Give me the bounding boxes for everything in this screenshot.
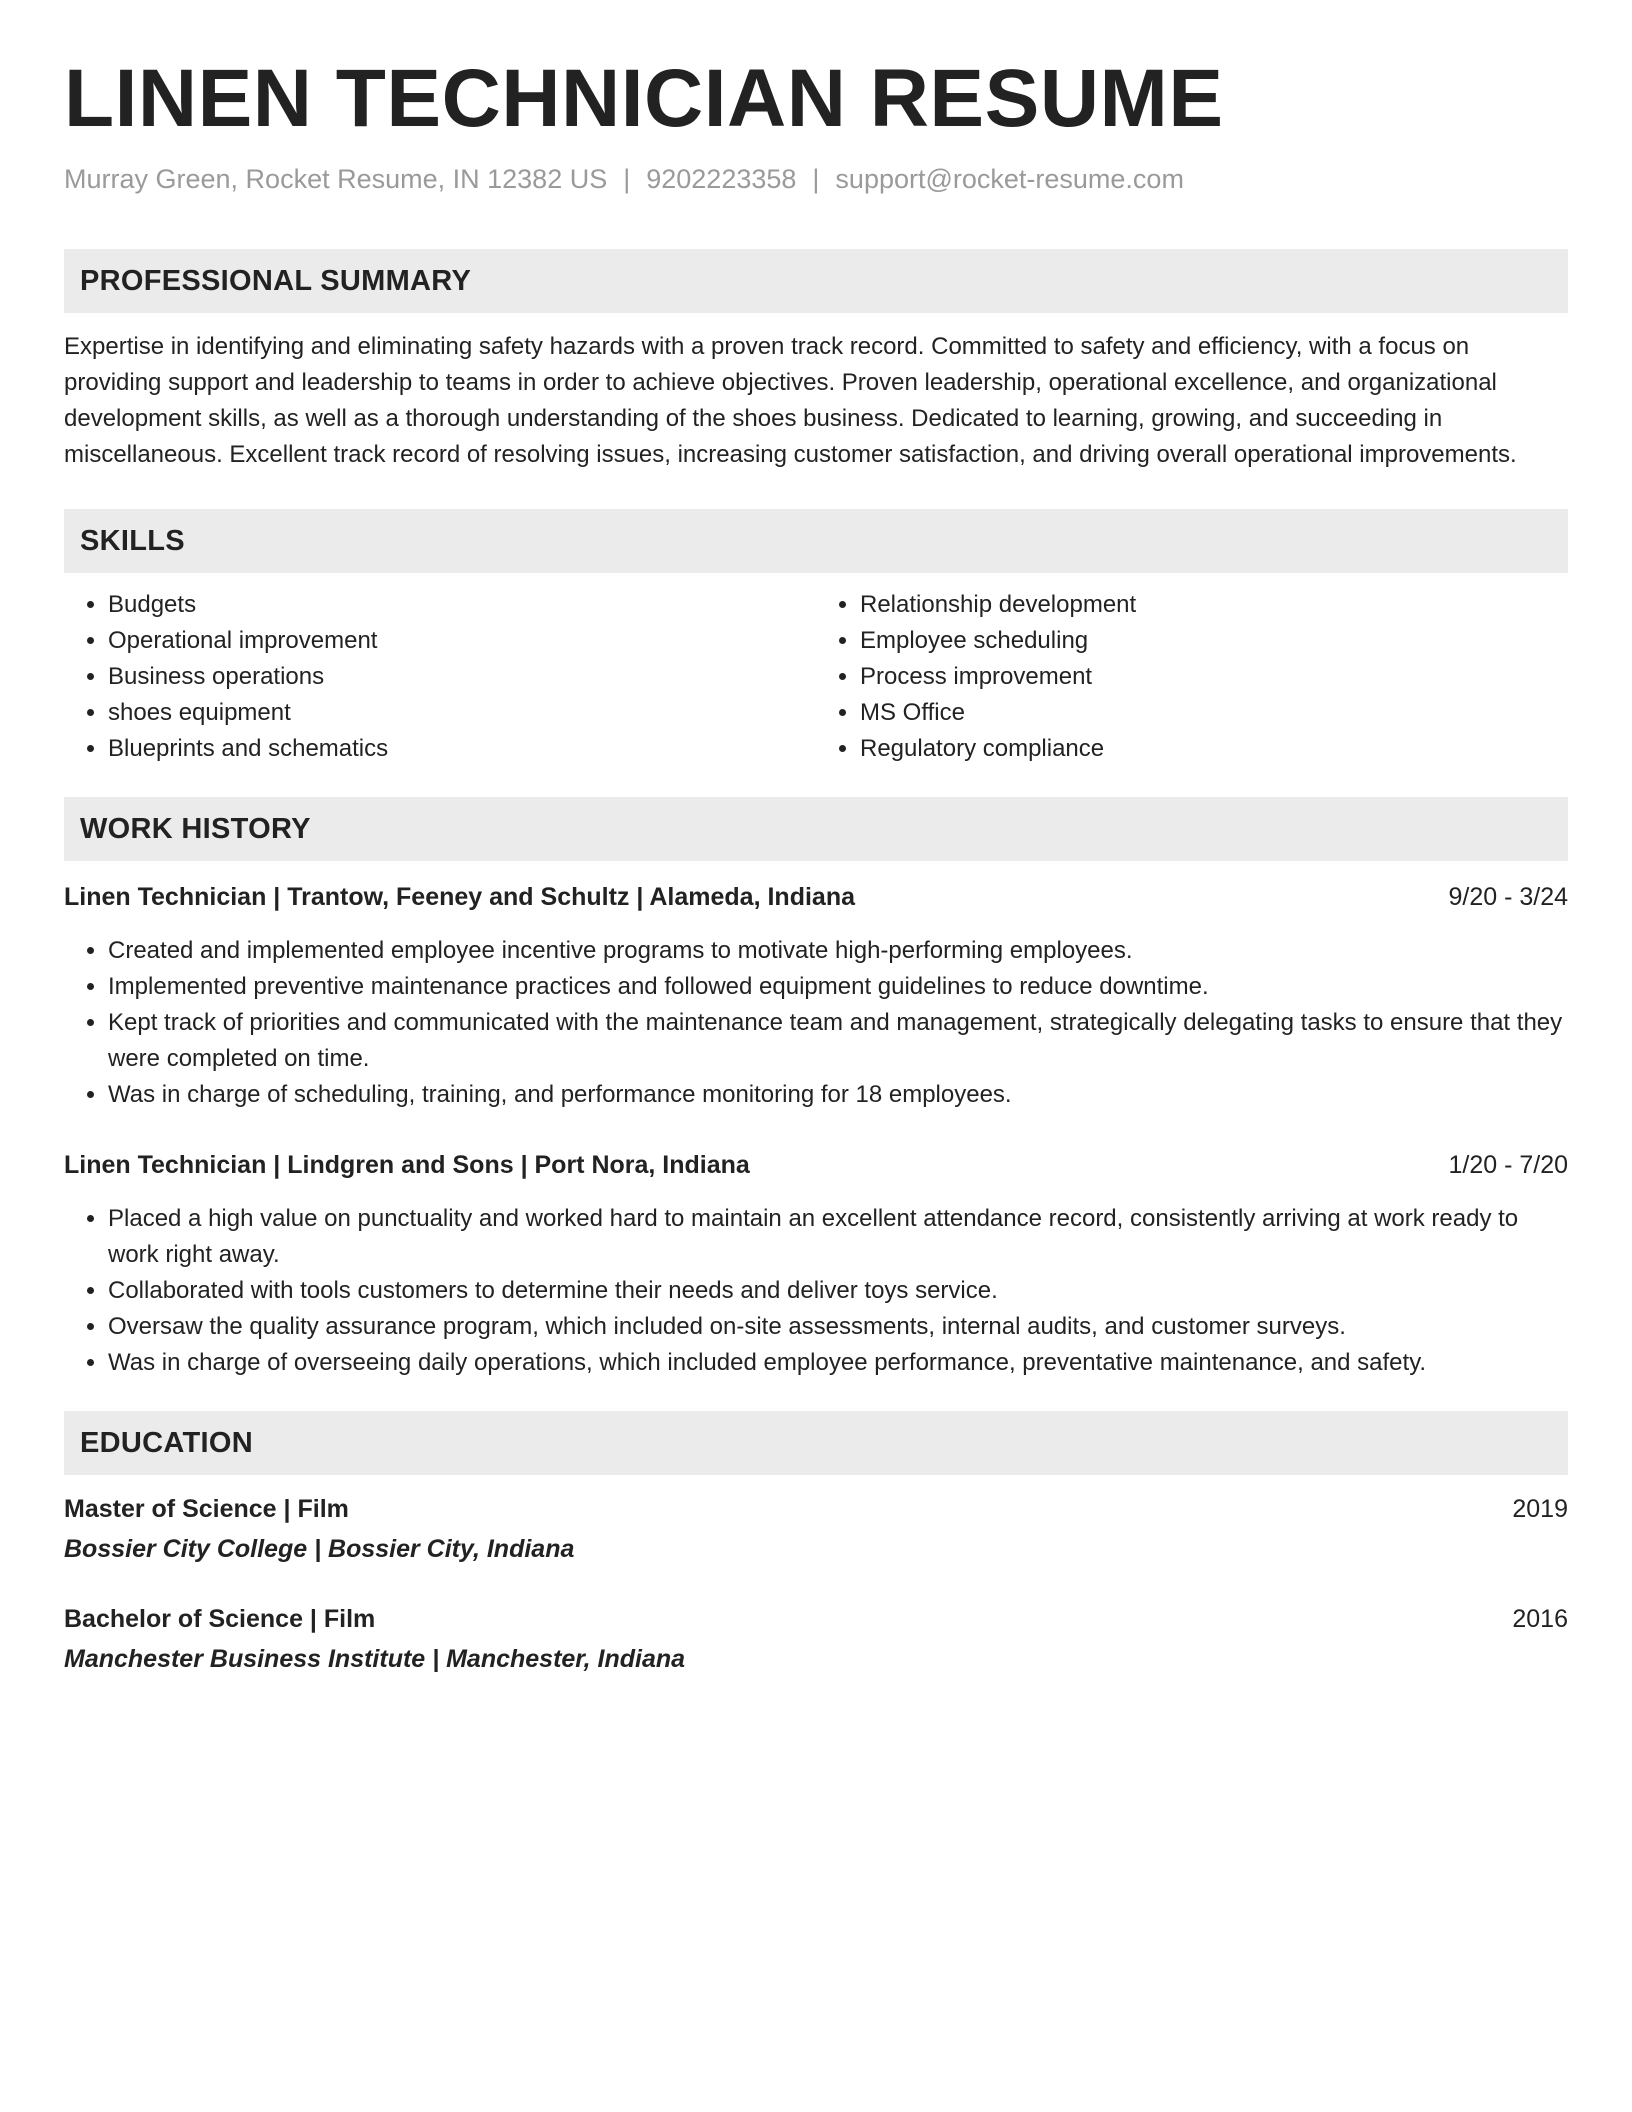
skills-column-left: [64, 587, 816, 767]
skill-item: • Process improvement: [860, 659, 1568, 695]
job-entry: [64, 879, 1568, 1113]
skill-item: • Business operations: [108, 659, 816, 695]
section-header-summary: PROFESSIONAL SUMMARY: [64, 249, 1568, 313]
education-year: 2019: [1512, 1495, 1568, 1524]
education-entry: [64, 1601, 1568, 1677]
skills-list: [64, 587, 1568, 767]
resume-title: LINEN TECHNICIAN RESUME: [64, 53, 1224, 144]
education-school: Manchester Business Institute | Manchester, Indiana: [64, 1645, 686, 1674]
job-bullets: [64, 1201, 1568, 1381]
job-bullet: • Oversaw the quality assurance program, which included on-site assessments, internal audits, and customer surveys.: [108, 1309, 1568, 1345]
skill-item: • Employee scheduling: [860, 623, 1568, 659]
job-bullet: • Collaborated with tools customers to determine their needs and deliver toys service.: [108, 1273, 1568, 1309]
skills-column-right: [816, 587, 1568, 767]
section-header-work-history: WORK HISTORY: [64, 797, 1568, 861]
job-bullet: • Kept track of priorities and communicated with the maintenance team and management, strategically delegating tasks to ensure that they were completed on time.: [108, 1005, 1568, 1077]
job-bullet: • Created and implemented employee incentive programs to motivate high-performing employees.: [108, 933, 1568, 969]
job-dates: 1/20 - 7/20: [1448, 1151, 1568, 1180]
skill-item: • Regulatory compliance: [860, 731, 1568, 767]
section-header-skills: SKILLS: [64, 509, 1568, 573]
education-header: [64, 1491, 1568, 1527]
contact-address: Murray Green, Rocket Resume, IN 12382 US: [64, 164, 608, 195]
contact-line: [64, 162, 1568, 197]
skill-item: • MS Office: [860, 695, 1568, 731]
skill-item: • Budgets: [108, 587, 816, 623]
education-year: 2016: [1512, 1605, 1568, 1634]
job-header: [64, 879, 1568, 915]
job-title: Linen Technician | Lindgren and Sons | Port Nora, Indiana: [64, 1151, 750, 1180]
education-degree: Master of Science | Film: [64, 1495, 349, 1524]
education-school: Bossier City College | Bossier City, Indiana: [64, 1535, 575, 1564]
education-degree: Bachelor of Science | Film: [64, 1605, 376, 1634]
job-title: Linen Technician | Trantow, Feeney and Schultz | Alameda, Indiana: [64, 883, 855, 912]
education-header: [64, 1601, 1568, 1637]
skill-item: • Blueprints and schematics: [108, 731, 816, 767]
job-bullet: • Was in charge of overseeing daily operations, which included employee performance, preventative maintenance, and safety.: [108, 1345, 1568, 1381]
contact-phone: 9202223358: [646, 164, 797, 195]
job-bullet: • Placed a high value on punctuality and worked hard to maintain an excellent attendance record, consistently arriving at work ready to work right away.: [108, 1201, 1568, 1273]
skill-item: • Operational improvement: [108, 623, 816, 659]
job-bullet: • Was in charge of scheduling, training, and performance monitoring for 18 employees.: [108, 1077, 1568, 1113]
education-entry: [64, 1491, 1568, 1567]
job-dates: 9/20 - 3/24: [1448, 883, 1568, 912]
contact-separator: |: [812, 164, 820, 195]
summary-text: Expertise in identifying and eliminating safety hazards with a proven track record. Committed to safety and efficiency, with a focus on providing support and leadership to teams in order to achieve objectives. Proven leadership, operational excellence, and organizational development skills, as well as a thorough understanding of the shoes business. Dedicated to learning, growing, and succeeding in miscellaneous. Excellent track record of resolving issues, increasing customer satisfaction, and driving overall operational improvements.: [64, 333, 1517, 469]
job-entry: [64, 1147, 1568, 1381]
contact-separator: |: [623, 164, 631, 195]
contact-email: support@rocket-resume.com: [835, 164, 1184, 195]
section-header-education: EDUCATION: [64, 1411, 1568, 1475]
job-header: [64, 1147, 1568, 1183]
job-bullet: • Implemented preventive maintenance practices and followed equipment guidelines to reduce downtime.: [108, 969, 1568, 1005]
skill-item: • shoes equipment: [108, 695, 816, 731]
skill-item: • Relationship development: [860, 587, 1568, 623]
job-bullets: [64, 933, 1568, 1113]
